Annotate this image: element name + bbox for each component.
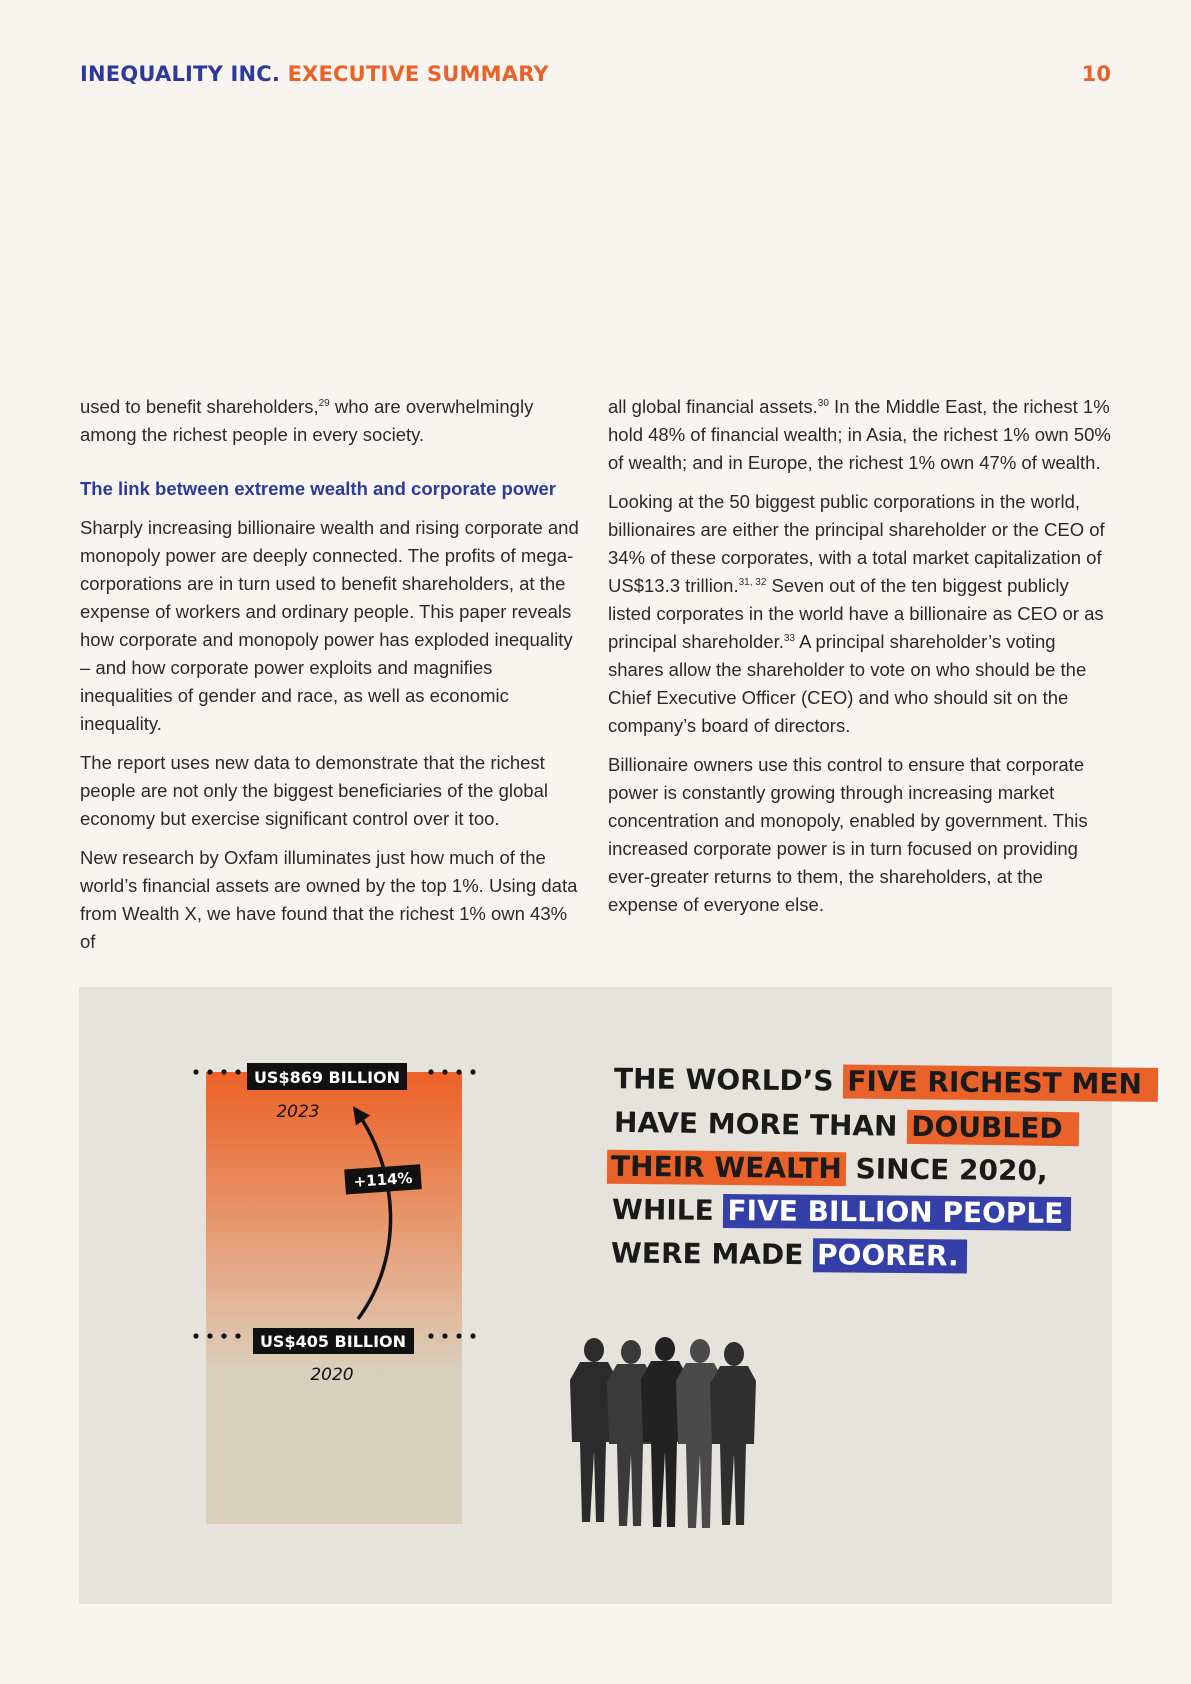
infographic-panel: US$869 BILLION 2023 US$405 BILLION 2020 +114% THE WORLD’S FIVE RICHEST MEN HAVE MORE THAN DOUBLED THEIR WEALTH SINCE 2020, WHILE FIVE BILLION PEOPLE WERE MADE POORER.: [79, 987, 1112, 1604]
top-value-label: US$869 BILLION: [253, 1068, 401, 1087]
highlight-poorer: POORER.: [813, 1238, 967, 1273]
left-column: [80, 393, 585, 967]
page-header: [80, 62, 1111, 92]
top-year-label: 2023: [276, 1102, 320, 1122]
bar-growth: [206, 1072, 462, 1372]
paragraph: New research by Oxfam illuminates just how much of the world’s financial assets are owned by the top 1%. Using data from Wealth X, we have found that the richest 1% own 43% of: [80, 847, 578, 952]
paragraph: all global financial assets.$^{30}$ In the Middle East, the richest 1% hold 48% of financial wealth; in Asia, the richest 1% own 50% of wealth; and in Europe, the richest 1% own 47% of wealth.: [608, 396, 1111, 473]
highlight-doubled: DOUBLED: [907, 1110, 1079, 1146]
five-men-illustration: [544, 1332, 784, 1542]
percent-change-badge: [344, 1164, 422, 1194]
page-number: 10: [1081, 62, 1111, 86]
section-subheading: The link between extreme wealth and corporate power: [80, 478, 556, 499]
section-title: EXECUTIVE SUMMARY: [287, 62, 549, 86]
highlight-five-richest-men: FIVE RICHEST MEN: [843, 1065, 1158, 1102]
report-title: INEQUALITY INC.: [80, 62, 281, 86]
footnote-ref[interactable]: 29: [318, 398, 330, 409]
footnote-ref[interactable]: 33: [783, 633, 795, 644]
right-column: [608, 393, 1113, 930]
running-title: [80, 62, 549, 86]
paragraph: used to benefit shareholders,$^{29}$ who are overwhelmingly among the richest people in every society.: [80, 396, 534, 445]
paragraph: Billionaire owners use this control to ensure that corporate power is constantly growing through increasing market concentration and monopoly, enabled by government. This increased corporate power is in turn focused on providing ever-greater returns to them, the shareholders, at the expense of everyone else.: [608, 754, 1088, 915]
highlight-their-wealth: THEIR WEALTH: [607, 1150, 846, 1186]
footnote-ref[interactable]: 30: [817, 398, 829, 409]
paragraph: The report uses new data to demonstrate that the richest people are not only the biggest beneficiaries of the global economy but exercise significant control over it too.: [80, 752, 548, 829]
footnote-ref[interactable]: 31, 32: [738, 577, 767, 588]
paragraph: Looking at the 50 biggest public corporations in the world, billionaires are either the principal shareholder or the CEO of 34% of these corporates, with a total market capitalization of US$13.3 trillion.$^{31, 32}$ Seven out of the ten biggest publicly listed corporates in the world have a billionaire as CEO or as principal shareholder.$^{33}$ A principal shareholder’s voting shares allow the shareholder to vote on who should be the Chief Executive Officer (CEO) and who should sit on the company’s board of directors.: [608, 491, 1105, 736]
bottom-value-label: US$405 BILLION: [259, 1332, 407, 1351]
highlight-five-billion-people: FIVE BILLION PEOPLE: [723, 1194, 1071, 1231]
paragraph: Sharply increasing billionaire wealth and rising corporate and monopoly power are deeply connected. The profits of mega-corporations are in turn used to benefit shareholders, at the expense of workers and ordinary people. This paper reveals how corporate and monopoly power has exploded inequality – and how corporate power exploits and magnifies inequalities of gender and race, as well as economic inequality.: [80, 517, 579, 734]
bottom-year-label: 2020: [310, 1365, 354, 1385]
percent-change-label: +114%: [353, 1168, 414, 1191]
